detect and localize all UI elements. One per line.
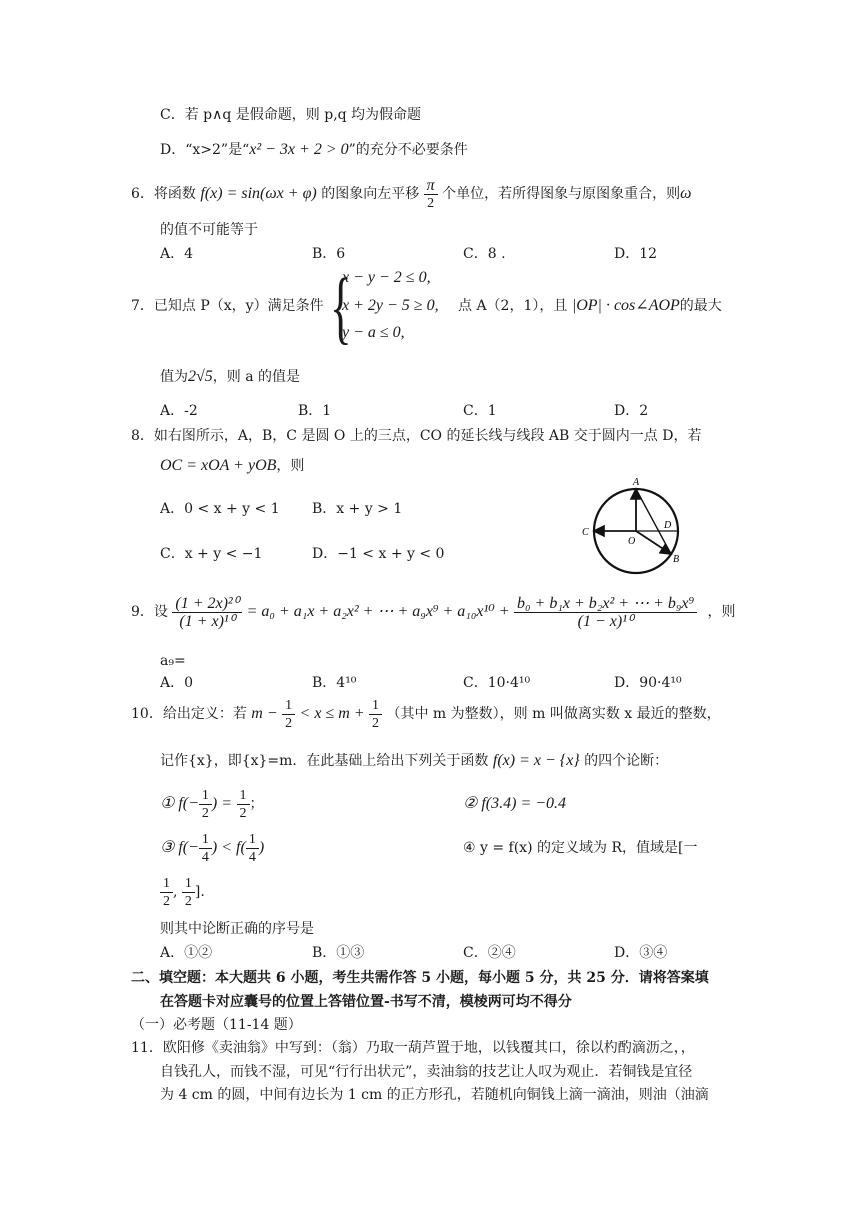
q8-option-c: C．x + y < −1	[160, 546, 263, 562]
q10-line2-post: 的四个论断：	[584, 753, 669, 769]
q10-s4-end: ].	[194, 884, 205, 900]
q10-s4-frac-1-den: 2	[163, 893, 170, 909]
q10-statement-1	[160, 784, 264, 824]
q9-right-fraction	[514, 595, 697, 630]
q10-option-c: C．②④	[463, 945, 516, 961]
q10-half-2	[369, 697, 382, 732]
q10-s3-frac-2-den: 4	[248, 849, 256, 865]
q9-option-b: B．4¹⁰	[312, 675, 357, 691]
q7-cond-1: x − y − 2 ≤ 0,	[342, 269, 431, 286]
q5-option-d-post: ”的充分不必要条件	[348, 142, 468, 158]
q10-ineq-b: < x ≤ m +	[299, 705, 365, 722]
q11-line3: 为 4 cm 的圆，中间有边长为 1 cm 的正方形孔，若随机向铜钱上滴一滴油，则油（油滴	[160, 1087, 709, 1103]
q10-s3-frac-2-num: 1	[246, 831, 259, 849]
q6-prefix: 6．将函数	[131, 186, 196, 202]
q8-label-c: C	[582, 527, 589, 538]
q10-s3-b: ) < f(	[211, 839, 246, 856]
q10-statement-4-range	[160, 872, 205, 912]
q7-expr: |OP| · cos∠AOP	[571, 297, 680, 314]
q10-ineq-a: m −	[251, 705, 278, 722]
q10-s3-frac-2	[246, 831, 259, 866]
q5-option-d-math: x² − 3x + 2 > 0	[249, 141, 349, 158]
section-2-heading-line2: 在答题卡对应囊号的位置上答错位置-书写不清，模棱两可均不得分	[160, 994, 572, 1010]
q8-label-d: D	[664, 520, 672, 531]
q9-prefix: 9．设	[131, 604, 168, 620]
q8-vector-math: OC = xOA + yOB	[160, 457, 277, 474]
q10-option-a: A．①②	[160, 945, 213, 961]
q9-option-d: D．90·4¹⁰	[614, 675, 682, 691]
q7-mid: 点 A（2，1），且	[458, 298, 568, 314]
q10-half-2-num: 1	[369, 697, 382, 715]
q10-line2	[160, 752, 668, 770]
q9-option-a: A．0	[160, 675, 194, 691]
q10-s1-frac-den: 2	[201, 805, 209, 821]
q8-label-o: O	[628, 536, 636, 547]
q9-right-num: b₀ + b₁x + b₂x² + ⋯ + b₉x⁹	[514, 595, 697, 613]
q8-option-d: D．−1 < x + y < 0	[312, 546, 445, 562]
q10-half-1-den: 2	[285, 715, 293, 731]
q10-s1-a: ① f(−	[160, 795, 199, 812]
q10-half-1	[282, 697, 295, 732]
q6-line2: 的值不可能等于	[160, 222, 258, 238]
q8-vector-ob	[636, 531, 671, 554]
q10-s4-frac-1	[160, 875, 173, 910]
q8-label-b: B	[673, 554, 680, 565]
q6-fraction	[424, 177, 438, 212]
section-2-subheading: （一）必考题（11-14 题）	[131, 1017, 302, 1033]
q10-s3-a: ③ f(−	[160, 839, 199, 856]
q6-post: 个单位，若所得图象与原图象重合，则	[442, 186, 681, 202]
q6-option-d: D．12	[614, 246, 658, 262]
q10-s1-semicolon: ；	[249, 796, 264, 812]
q6-function: f(x) = sin(ωx + φ)	[200, 185, 317, 202]
q10-statement-2: ② f(3.4) = −0.4	[463, 795, 567, 812]
q7-option-a: A．-2	[160, 403, 198, 419]
q10-s3-frac-1	[199, 831, 212, 866]
q6-mid: 的图象向左平移	[321, 186, 420, 202]
q7-post: 的最大	[679, 298, 722, 314]
q9-left-den: (1 + x)¹⁰	[179, 612, 236, 630]
q7-line2	[160, 368, 300, 386]
q10-s4-frac-2-num: 1	[182, 875, 195, 893]
q10-s4-comma: ,	[173, 884, 178, 900]
q10-statement-4: ④ y = f(x) 的定义域为 R，值域是[一	[463, 840, 698, 856]
q10-s3-c: )	[258, 839, 265, 856]
q10-s3-frac-1-num: 1	[199, 831, 212, 849]
q11-line2: 自钱孔人，而钱不湿，可见“行行出状元”，卖油翁的技艺让人叹为观止．若铜钱是宜径	[160, 1064, 693, 1080]
q7-option-d: D．2	[614, 403, 649, 419]
q10-s4-frac-2	[182, 875, 195, 910]
q10-half-1-num: 1	[282, 697, 295, 715]
q6-option-b: B．6	[312, 246, 346, 262]
q10-s3-frac-1-den: 4	[201, 849, 209, 865]
q6-frac-den: 2	[427, 195, 435, 211]
q11-line1: 11．欧阳修《卖油翁》中写到：（翁）乃取一葫芦置于地，以钱覆其口，徐以杓酌滴沥之，，	[131, 1040, 695, 1056]
q10-s1-frac	[199, 787, 212, 822]
q8-vector-post: ，则	[276, 458, 305, 474]
q10-s1-b: ) =	[211, 795, 233, 812]
q9-series: = a₀ + a₁x + a₂x² + ⋯ + a₉x⁹ + a₁₀x¹⁰ +	[246, 603, 510, 620]
q7-cond-2: x + 2y − 5 ≥ 0,	[342, 297, 439, 314]
q9-left-num: (1 + 2x)²⁰	[172, 595, 242, 613]
q10-option-d: D．③④	[614, 945, 668, 961]
q5-option-c: C．若 p∧q 是假命题，则 p,q 均为假命题	[160, 107, 422, 123]
q10-judge-line: 则其中论断正确的序号是	[160, 921, 314, 937]
q6-frac-num: π	[424, 177, 438, 195]
q10-s1-result-num: 1	[237, 787, 250, 805]
q10-s1-frac-num: 1	[199, 787, 212, 805]
q8-option-b: B．x + y > 1	[312, 501, 403, 517]
question-9	[131, 590, 736, 634]
q10-prefix: 10．给出定义：若	[131, 706, 247, 722]
q7-option-c: C．1	[463, 403, 497, 419]
q6-omega: ω	[680, 185, 692, 202]
q10-s4-frac-2-den: 2	[184, 893, 192, 909]
q10-half-2-den: 2	[372, 715, 380, 731]
q7-line1-rest	[458, 297, 722, 315]
q10-s4-frac-1-num: 1	[160, 875, 173, 893]
q6-option-a: A．4	[160, 246, 194, 262]
q8-option-a: A．0 < x + y < 1	[160, 501, 280, 517]
q10-line2-pre: 记作{x}，即{x}=m．在此基础上给出下列关于函数	[160, 753, 489, 769]
q8-label-a: A	[633, 477, 640, 488]
q5-option-d	[160, 141, 468, 159]
q10-post: （其中 m 为整数），则 m 叫做离实数 x 最近的整数，	[386, 706, 721, 722]
q10-statement-3	[160, 828, 264, 868]
q7-line2-pre: 值为	[160, 369, 188, 385]
q6-option-c: C．8 .	[463, 246, 506, 262]
question-6	[131, 174, 691, 214]
q10-option-b: B．①③	[312, 945, 365, 961]
q9-line2: a₉=	[160, 653, 186, 669]
q8-circle-figure	[578, 476, 688, 576]
q7-cond-3: y − a ≤ 0,	[342, 324, 405, 341]
q9-right-den: (1 − x)¹⁰	[577, 612, 634, 630]
q8-vector-eq	[160, 457, 304, 475]
q7-brace: {	[330, 261, 352, 352]
q7-prefix: 7．已知点 P（x，y）满足条件	[131, 298, 324, 314]
q9-post: ，则	[707, 604, 736, 620]
q10-line2-math: f(x) = x − {x}	[492, 752, 580, 769]
q7-line2-post: ，则 a 的值是	[212, 369, 301, 385]
q5-option-d-pre: D．“x>2”是“	[160, 142, 250, 158]
q10-s1-result	[237, 787, 250, 822]
q7-option-b: B．1	[298, 403, 332, 419]
q9-left-fraction	[172, 595, 242, 630]
question-10	[131, 694, 721, 734]
section-2-heading-line1: 二、填空题：本大题共 6 小题，考生共需作答 5 小题，每小题 5 分，共 25 分．请将答案填	[131, 970, 709, 986]
q9-option-c: C．10·4¹⁰	[463, 675, 531, 691]
q8-line1: 8．如右图所示，A，B，C 是圆 O 上的三点，CO 的延长线与线段 AB 交于圆内一点 D，若	[131, 428, 702, 444]
q7-line2-math: 2√5	[188, 368, 213, 385]
q10-s1-result-den: 2	[239, 805, 247, 821]
